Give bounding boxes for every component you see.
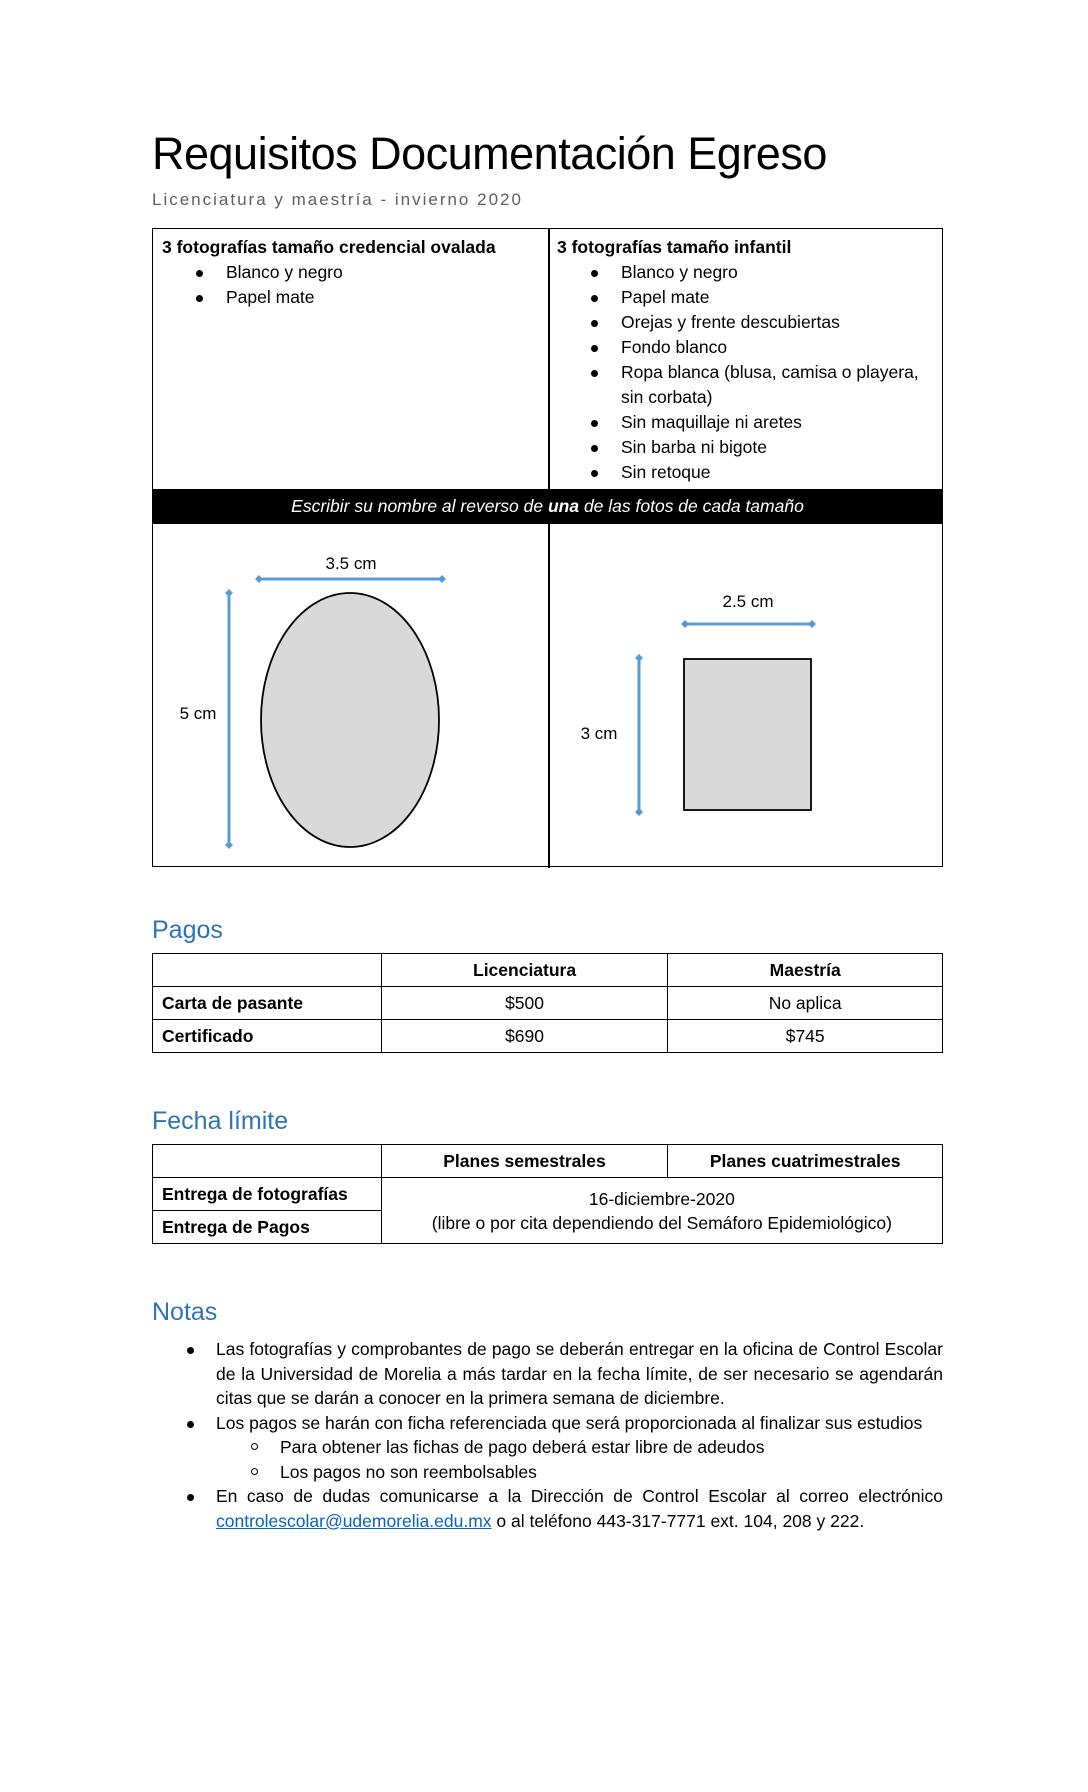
list-item: Papel mate xyxy=(621,285,937,310)
table-cell: $500 xyxy=(381,987,668,1020)
oval-height-label: 5 cm xyxy=(179,704,217,723)
row-label: Certificado xyxy=(153,1020,382,1053)
oval-photo-heading: 3 fotografías tamaño credencial ovalada xyxy=(162,237,496,257)
table-header-cell: Maestría xyxy=(668,954,943,987)
list-item xyxy=(216,1484,943,1533)
row-label: Entrega de Pagos xyxy=(153,1211,382,1244)
table-header-row xyxy=(153,1145,943,1178)
pagos-heading: Pagos xyxy=(152,916,223,944)
list-item: Papel mate xyxy=(226,285,542,310)
list-item: Fondo blanco xyxy=(621,335,937,360)
fecha-limite-table xyxy=(152,1144,943,1244)
table-cell: $745 xyxy=(668,1020,943,1053)
table-row xyxy=(153,1178,943,1211)
table-header-cell: Licenciatura xyxy=(381,954,668,987)
oval-width-label: 3.5 cm xyxy=(325,554,377,573)
note-text: o al teléfono 443-317-7771 ext. 104, 208 y 222. xyxy=(491,1510,865,1531)
list-item: Para obtener las fichas de pago deberá estar libre de adeudos xyxy=(280,1435,943,1460)
table-header-cell xyxy=(153,954,382,987)
oval-photo-shape xyxy=(261,593,439,847)
pagos-table xyxy=(152,953,943,1053)
photo-requirements-box xyxy=(152,228,943,867)
page-subtitle: Licenciatura y maestría - invierno 2020 xyxy=(152,190,523,209)
notes-section xyxy=(152,1337,943,1533)
rect-width-label: 2.5 cm xyxy=(722,592,774,611)
page-title: Requisitos Documentación Egreso xyxy=(152,128,827,179)
table-header-cell: Planes cuatrimestrales xyxy=(668,1145,943,1178)
instruction-emphasis: una xyxy=(547,496,580,516)
deadline-note: (libre o por cita dependiendo del Semáforo Epidemiológico) xyxy=(431,1212,892,1233)
deadline-date: 16-diciembre-2020 xyxy=(588,1188,735,1209)
table-header-cell: Planes semestrales xyxy=(381,1145,668,1178)
list-item: Blanco y negro xyxy=(226,260,542,285)
table-header-cell xyxy=(153,1145,382,1178)
notes-list xyxy=(152,1337,943,1533)
table-cell: $690 xyxy=(381,1020,668,1053)
list-item: Ropa blanca (blusa, camisa o playera, sin corbata) xyxy=(621,360,937,410)
note-text: En caso de dudas comunicarse a la Dirección de Control Escolar al correo electrónico xyxy=(216,1486,943,1506)
infantil-photo-heading: 3 fotografías tamaño infantil xyxy=(557,237,792,257)
table-row xyxy=(153,987,943,1020)
note-text: Los pagos se harán con ficha referenciada que será proporcionada al finalizar sus estudios xyxy=(216,1412,923,1433)
row-label: Entrega de fotografías xyxy=(153,1178,382,1211)
deadline-cell xyxy=(381,1178,942,1244)
fecha-limite-heading: Fecha límite xyxy=(152,1107,289,1135)
list-item xyxy=(216,1411,943,1485)
instruction-text: de las fotos de cada tamaño xyxy=(579,496,804,516)
notes-sublist xyxy=(216,1435,943,1484)
list-item: Blanco y negro xyxy=(621,260,937,285)
table-header-row xyxy=(153,954,943,987)
table-cell: No aplica xyxy=(668,987,943,1020)
list-item: Sin maquillaje ni aretes xyxy=(621,410,937,435)
list-item: Los pagos no son reembolsables xyxy=(280,1460,943,1485)
list-item: Sin barba ni bigote xyxy=(621,435,937,460)
list-item: Orejas y frente descubiertas xyxy=(621,310,937,335)
list-item: Sin retoque xyxy=(621,460,937,485)
list-item: Las fotografías y comprobantes de pago se deberán entregar en la oficina de Control Escolar de la Universidad de Morelia a más tardar en la fecha límite, de ser necesario se agendarán citas que se darán a conocer en la primera semana de diciembre. xyxy=(216,1337,943,1411)
email-link[interactable]: controlescolar@udemorelia.edu.mx xyxy=(216,1510,492,1531)
infantil-photo-shape xyxy=(684,659,811,810)
instruction-text: Escribir su nombre al reverso de xyxy=(291,496,548,516)
table-row xyxy=(153,1020,943,1053)
rect-height-label: 3 cm xyxy=(580,724,618,743)
notas-heading: Notas xyxy=(152,1298,218,1326)
photo-size-diagram xyxy=(153,229,944,868)
row-label: Carta de pasante xyxy=(153,987,382,1020)
